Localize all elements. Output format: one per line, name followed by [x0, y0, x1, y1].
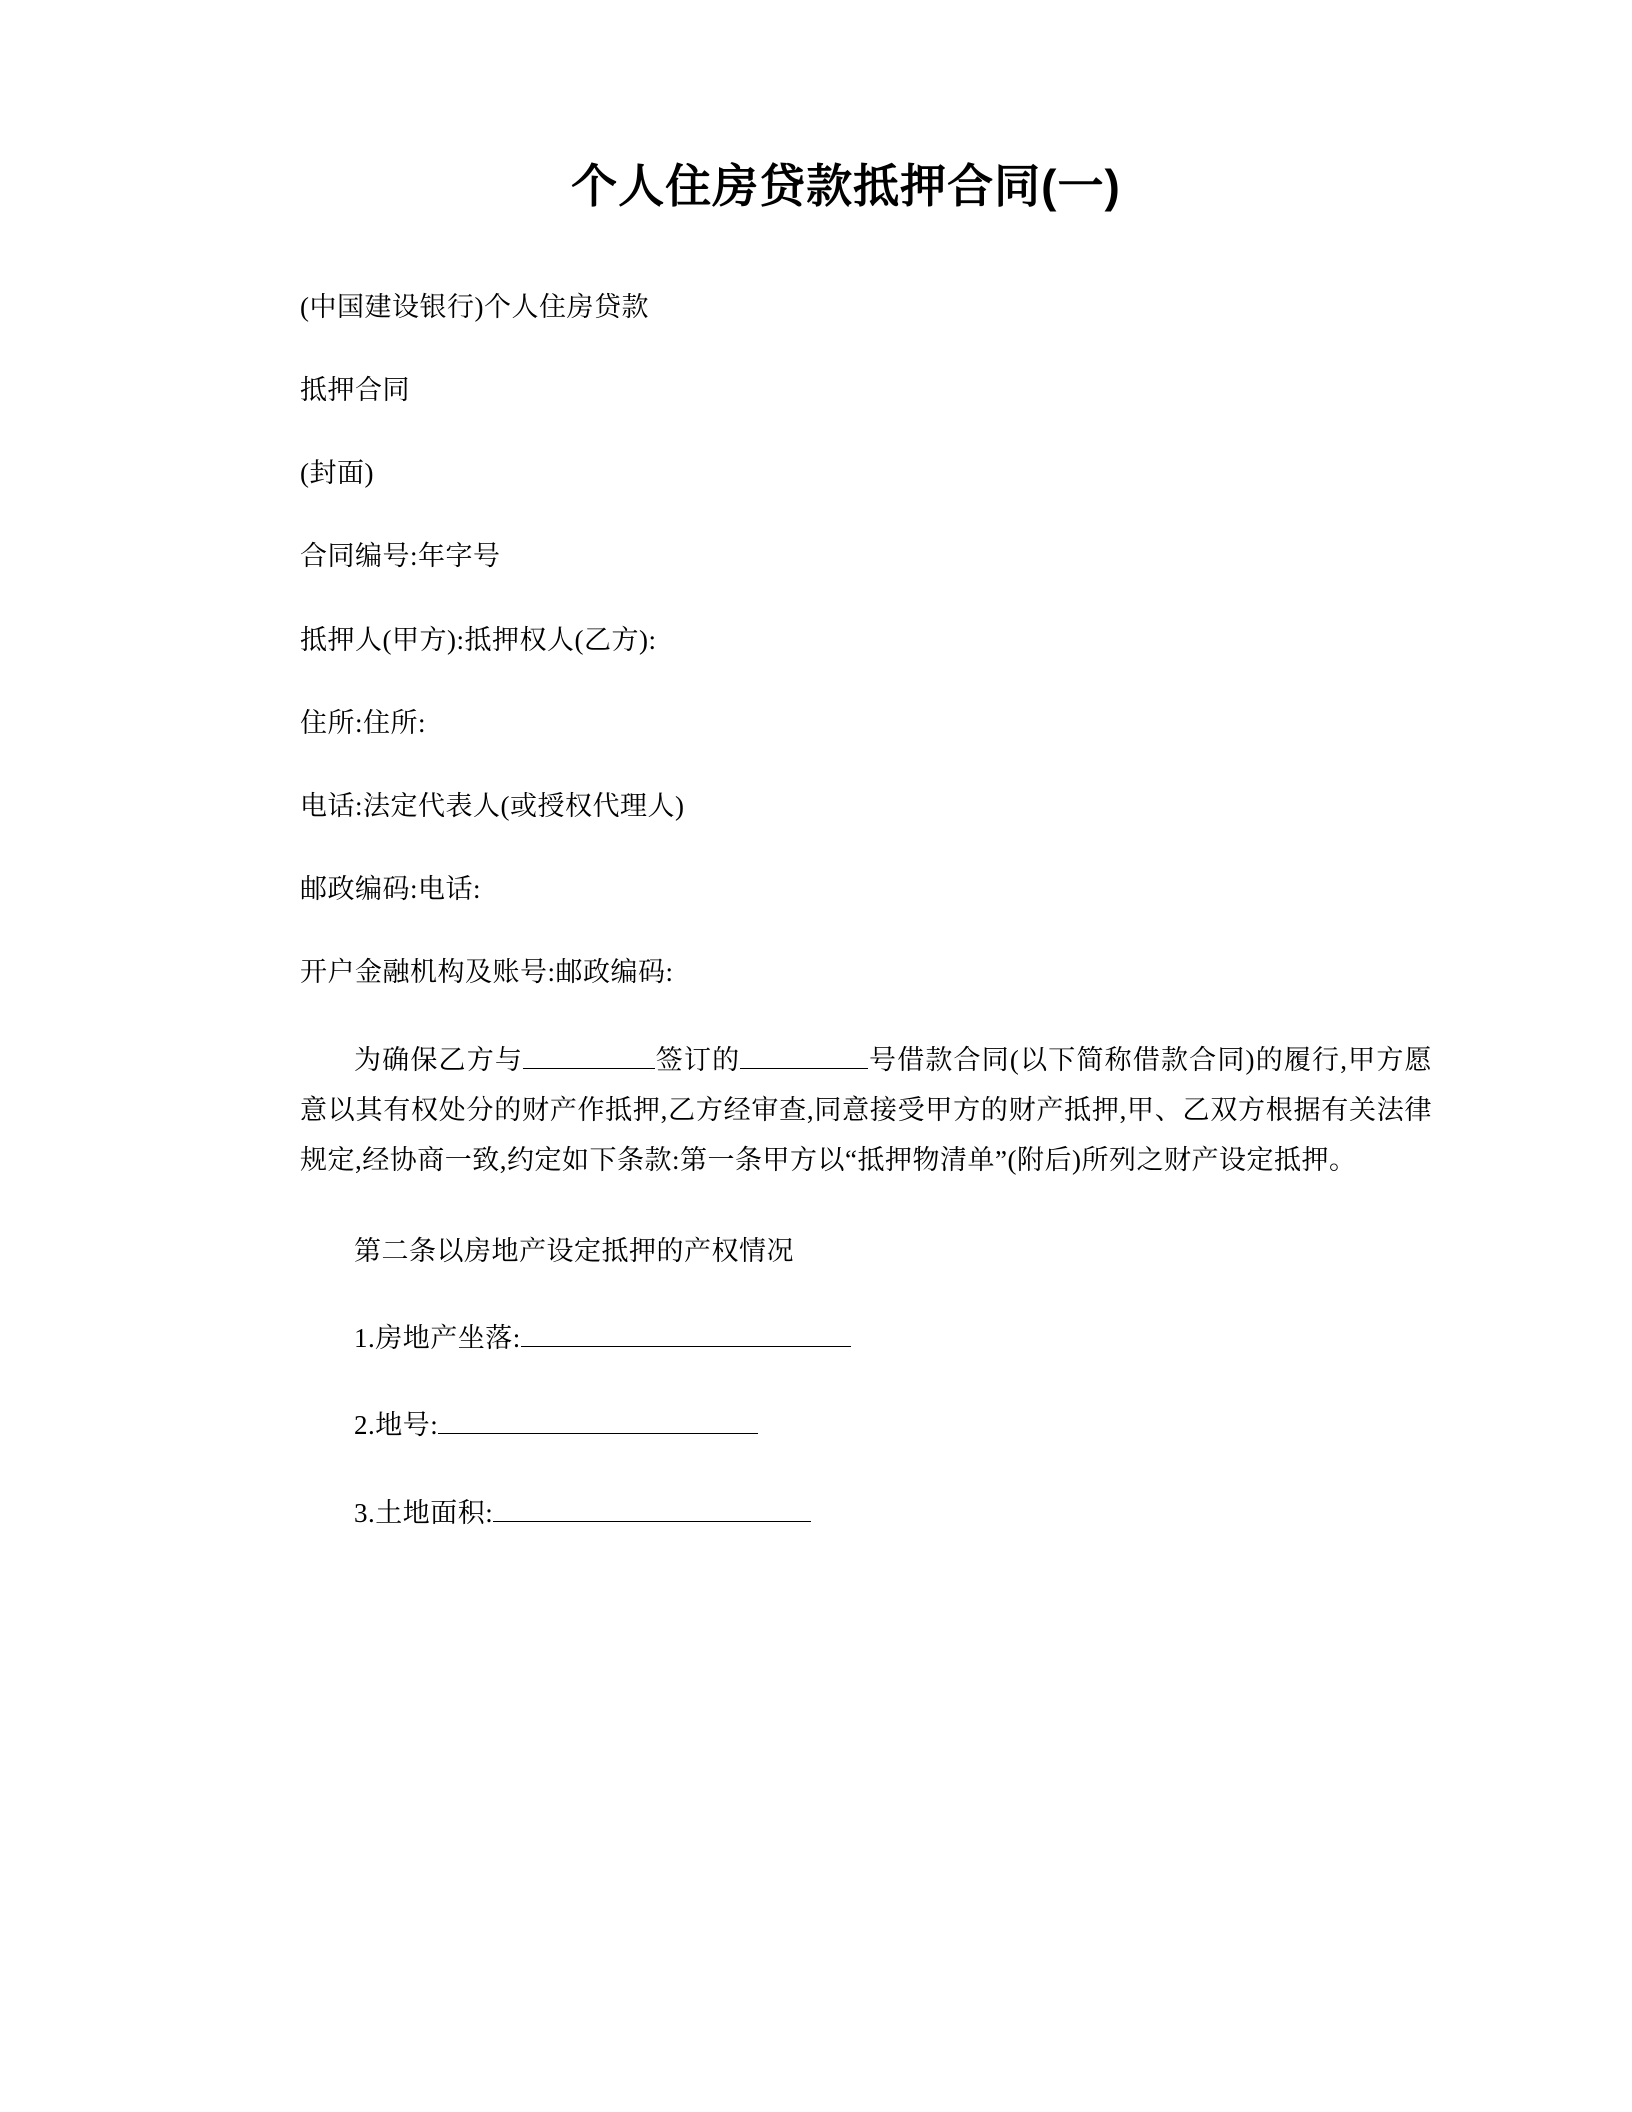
- paragraph-contract-number: 合同编号:年字号: [300, 541, 501, 572]
- list-item-property-location: [300, 1319, 1432, 1358]
- blank-field-land-area: [493, 1521, 811, 1522]
- paragraph-bank-account-postcode: 开户金融机构及账号:邮政编码:: [300, 957, 674, 988]
- item-label-property-location: 1.房地产坐落:: [354, 1323, 521, 1354]
- blank-field-property-location: [521, 1346, 851, 1347]
- blank-field-contract-no: [740, 1068, 868, 1069]
- clause-one-post-text: 号借款合同(以下简称借款合同)的履行,甲方愿意以其有权处分的财产作抵押,乙方经审查,同意接受甲方的财产抵押,甲、乙双方根据有关法律规定,经协商一致,约定如下条款:第一条甲方以“抵押物清单”(附后)所列之财产设定抵押。: [300, 1045, 1433, 1176]
- page-title: 个人住房贷款抵押合同(一): [571, 160, 1121, 212]
- clause-one-pre-text: 为确保乙方与: [354, 1045, 524, 1076]
- list-item-land-area: [300, 1494, 1432, 1533]
- paragraph-contract-type: 抵押合同: [300, 375, 410, 406]
- blank-field-land-number: [438, 1433, 758, 1434]
- paragraph-clause-two-title: 第二条以房地产设定抵押的产权情况: [354, 1236, 794, 1267]
- list-item-land-number: [300, 1406, 1432, 1445]
- paragraph-addresses: 住所:住所:: [300, 707, 427, 738]
- paragraph-clause-one: [300, 1036, 1432, 1186]
- paragraph-postcode-phone: 邮政编码:电话:: [300, 873, 482, 904]
- paragraph-cover-label: (封面): [300, 458, 374, 489]
- item-label-land-area: 3.土地面积:: [354, 1497, 494, 1528]
- paragraph-parties: 抵押人(甲方):抵押权人(乙方):: [300, 624, 657, 655]
- item-label-land-number: 2.地号:: [354, 1410, 439, 1441]
- blank-field-party: [523, 1068, 655, 1069]
- clause-one-mid-text: 签订的: [655, 1045, 741, 1076]
- paragraph-bank-line: (中国建设银行)个人住房贷款: [300, 292, 649, 322]
- paragraph-phone-representative: 电话:法定代表人(或授权代理人): [300, 790, 685, 821]
